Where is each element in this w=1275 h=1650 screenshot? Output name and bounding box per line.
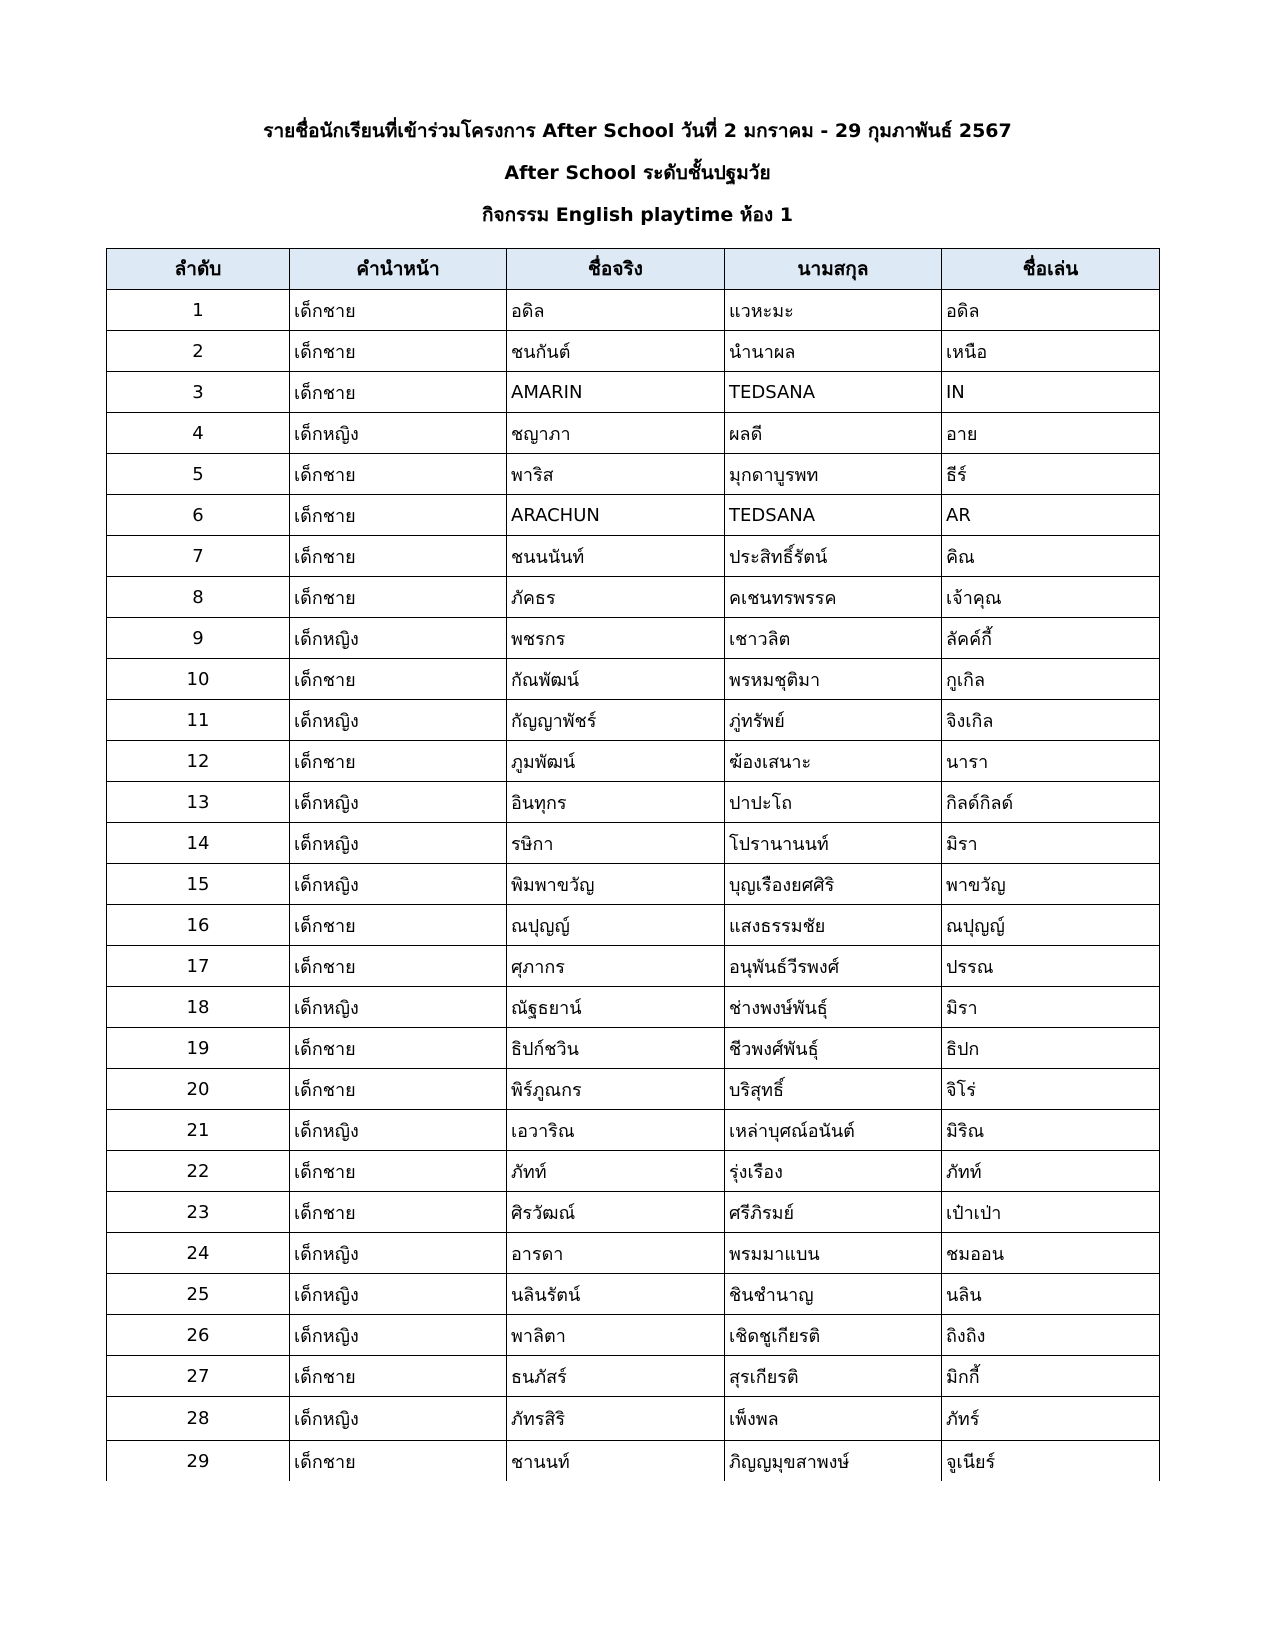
cell-order: 25 <box>107 1274 290 1315</box>
cell-prefix: เด็กหญิง <box>290 618 507 659</box>
cell-last-name: ปาปะโถ <box>725 782 942 823</box>
cell-last-name: นำนาผล <box>725 331 942 372</box>
table-row <box>107 864 1160 905</box>
cell-prefix: เด็กชาย <box>290 1192 507 1233</box>
cell-first-name: ชนนนันท์ <box>507 536 725 577</box>
cell-last-name: ชีวพงศ์พันธุ์ <box>725 1028 942 1069</box>
cell-first-name: ศิรวัฒณ์ <box>507 1192 725 1233</box>
cell-prefix: เด็กหญิง <box>290 987 507 1028</box>
cell-prefix: เด็กชาย <box>290 946 507 987</box>
table-row <box>107 1028 1160 1069</box>
table-row <box>107 618 1160 659</box>
cell-order: 23 <box>107 1192 290 1233</box>
cell-last-name: โปรานานนท์ <box>725 823 942 864</box>
cell-order: 7 <box>107 536 290 577</box>
cell-order: 24 <box>107 1233 290 1274</box>
cell-first-name: รษิกา <box>507 823 725 864</box>
cell-last-name: ภิญญมุขสาพงษ์ <box>725 1441 942 1482</box>
cell-first-name: ภูมพัฒน์ <box>507 741 725 782</box>
cell-first-name: พาริส <box>507 454 725 495</box>
cell-nickname: ธิปก <box>942 1028 1160 1069</box>
cell-nickname: เหนือ <box>942 331 1160 372</box>
cell-order: 17 <box>107 946 290 987</box>
cell-nickname: นารา <box>942 741 1160 782</box>
table-row <box>107 331 1160 372</box>
cell-nickname: เจ้าคุณ <box>942 577 1160 618</box>
cell-first-name: AMARIN <box>507 372 725 413</box>
cell-prefix: เด็กชาย <box>290 331 507 372</box>
cell-nickname: ปรรณ <box>942 946 1160 987</box>
cell-nickname: AR <box>942 495 1160 536</box>
cell-first-name: นลินรัตน์ <box>507 1274 725 1315</box>
cell-last-name: แวหะมะ <box>725 290 942 331</box>
cell-nickname: IN <box>942 372 1160 413</box>
cell-order: 14 <box>107 823 290 864</box>
table-row <box>107 782 1160 823</box>
table-row <box>107 372 1160 413</box>
cell-nickname: มิกกี้ <box>942 1356 1160 1397</box>
cell-last-name: ภู่ทรัพย์ <box>725 700 942 741</box>
table-row <box>107 1441 1160 1482</box>
cell-order: 19 <box>107 1028 290 1069</box>
cell-prefix: เด็กหญิง <box>290 1315 507 1356</box>
column-header-last-name: นามสกุล <box>725 249 942 290</box>
table-row <box>107 1110 1160 1151</box>
cell-prefix: เด็กหญิง <box>290 413 507 454</box>
cell-prefix: เด็กชาย <box>290 1151 507 1192</box>
cell-order: 20 <box>107 1069 290 1110</box>
cell-last-name: รุ่งเรือง <box>725 1151 942 1192</box>
cell-prefix: เด็กชาย <box>290 741 507 782</box>
table-row <box>107 1233 1160 1274</box>
table-row <box>107 905 1160 946</box>
student-table <box>106 248 1160 1481</box>
cell-nickname: จูเนียร์ <box>942 1441 1160 1482</box>
cell-prefix: เด็กชาย <box>290 577 507 618</box>
cell-nickname: ถิงถิง <box>942 1315 1160 1356</box>
document-titles <box>0 118 1275 238</box>
cell-first-name: ARACHUN <box>507 495 725 536</box>
cell-prefix: เด็กชาย <box>290 905 507 946</box>
document-subtitle-activity: กิจกรรม English playtime ห้อง 1 <box>482 204 793 226</box>
cell-last-name: เชิดชูเกียรติ <box>725 1315 942 1356</box>
cell-prefix: เด็กหญิง <box>290 1274 507 1315</box>
cell-last-name: TEDSANA <box>725 372 942 413</box>
cell-nickname: ชมออน <box>942 1233 1160 1274</box>
cell-prefix: เด็กหญิง <box>290 823 507 864</box>
table-row <box>107 1315 1160 1356</box>
cell-nickname: ธีร์ <box>942 454 1160 495</box>
cell-order: 5 <box>107 454 290 495</box>
table-row <box>107 1151 1160 1192</box>
table-row <box>107 823 1160 864</box>
table-row <box>107 577 1160 618</box>
cell-first-name: ณปุญญ์ <box>507 905 725 946</box>
cell-last-name: TEDSANA <box>725 495 942 536</box>
cell-last-name: แสงธรรมชัย <box>725 905 942 946</box>
cell-prefix: เด็กหญิง <box>290 1233 507 1274</box>
cell-last-name: บุญเรืองยศศิริ <box>725 864 942 905</box>
cell-prefix: เด็กชาย <box>290 1028 507 1069</box>
cell-first-name: ชานนท์ <box>507 1441 725 1482</box>
table-row <box>107 1356 1160 1397</box>
cell-last-name: เพ็งพล <box>725 1397 942 1441</box>
cell-last-name: พรมมาแบน <box>725 1233 942 1274</box>
cell-nickname: เป๋าเป่า <box>942 1192 1160 1233</box>
cell-first-name: ภัทรสิริ <box>507 1397 725 1441</box>
cell-last-name: ผลดี <box>725 413 942 454</box>
cell-prefix: เด็กชาย <box>290 290 507 331</box>
cell-prefix: เด็กชาย <box>290 1441 507 1482</box>
cell-order: 9 <box>107 618 290 659</box>
cell-prefix: เด็กชาย <box>290 495 507 536</box>
cell-nickname: นลิน <box>942 1274 1160 1315</box>
cell-first-name: ชนกันต์ <box>507 331 725 372</box>
cell-order: 27 <box>107 1356 290 1397</box>
cell-nickname: จิโร่ <box>942 1069 1160 1110</box>
cell-nickname: อดิล <box>942 290 1160 331</box>
cell-prefix: เด็กหญิง <box>290 700 507 741</box>
cell-order: 11 <box>107 700 290 741</box>
cell-prefix: เด็กชาย <box>290 1069 507 1110</box>
cell-last-name: อนุพันธ์วีรพงศ์ <box>725 946 942 987</box>
cell-first-name: พิร์ภูณกร <box>507 1069 725 1110</box>
cell-first-name: ภัทท์ <box>507 1151 725 1192</box>
table-header-row <box>107 249 1160 290</box>
cell-last-name: บริสุทธิ์ <box>725 1069 942 1110</box>
cell-first-name: อดิล <box>507 290 725 331</box>
cell-prefix: เด็กชาย <box>290 659 507 700</box>
cell-prefix: เด็กชาย <box>290 372 507 413</box>
cell-nickname: ณปุญญ์ <box>942 905 1160 946</box>
cell-first-name: พิมพาขวัญ <box>507 864 725 905</box>
cell-order: 8 <box>107 577 290 618</box>
cell-order: 12 <box>107 741 290 782</box>
cell-last-name: ศรีภิรมย์ <box>725 1192 942 1233</box>
cell-first-name: กัญญาพัชร์ <box>507 700 725 741</box>
cell-nickname: มิริณ <box>942 1110 1160 1151</box>
cell-nickname: ลัคค์กี้ <box>942 618 1160 659</box>
cell-order: 29 <box>107 1441 290 1482</box>
cell-nickname: กูเกิล <box>942 659 1160 700</box>
cell-nickname: มิรา <box>942 987 1160 1028</box>
column-header-order: ลำดับ <box>107 249 290 290</box>
cell-prefix: เด็กหญิง <box>290 1397 507 1441</box>
cell-nickname: มิรา <box>942 823 1160 864</box>
table-row <box>107 413 1160 454</box>
cell-first-name: กัณพัฒน์ <box>507 659 725 700</box>
table-row <box>107 290 1160 331</box>
cell-order: 2 <box>107 331 290 372</box>
cell-first-name: ชญาภา <box>507 413 725 454</box>
cell-nickname: ภัทท์ <box>942 1151 1160 1192</box>
cell-first-name: ธนภัสร์ <box>507 1356 725 1397</box>
table-body <box>107 290 1160 1482</box>
cell-order: 16 <box>107 905 290 946</box>
cell-last-name: ประสิทธิ์รัตน์ <box>725 536 942 577</box>
cell-last-name: ฆ้องเสนาะ <box>725 741 942 782</box>
cell-prefix: เด็กชาย <box>290 536 507 577</box>
cell-nickname: คิณ <box>942 536 1160 577</box>
table-row <box>107 1274 1160 1315</box>
column-header-prefix: คำนำหน้า <box>290 249 507 290</box>
table-row <box>107 741 1160 782</box>
cell-order: 18 <box>107 987 290 1028</box>
cell-order: 10 <box>107 659 290 700</box>
cell-nickname: จิงเกิล <box>942 700 1160 741</box>
table-row <box>107 659 1160 700</box>
cell-last-name: สุรเกียรติ <box>725 1356 942 1397</box>
cell-last-name: ชินชำนาญ <box>725 1274 942 1315</box>
cell-nickname: พาขวัญ <box>942 864 1160 905</box>
cell-order: 4 <box>107 413 290 454</box>
cell-nickname: อาย <box>942 413 1160 454</box>
cell-last-name: เหล่าบุศณ์อนันต์ <box>725 1110 942 1151</box>
cell-prefix: เด็กหญิง <box>290 864 507 905</box>
cell-order: 21 <box>107 1110 290 1151</box>
cell-order: 15 <box>107 864 290 905</box>
cell-prefix: เด็กหญิง <box>290 782 507 823</box>
cell-order: 28 <box>107 1397 290 1441</box>
cell-first-name: พาลิตา <box>507 1315 725 1356</box>
table-row <box>107 536 1160 577</box>
cell-first-name: อินทุกร <box>507 782 725 823</box>
table-row <box>107 1192 1160 1233</box>
column-header-nickname: ชื่อเล่น <box>942 249 1160 290</box>
cell-first-name: อารดา <box>507 1233 725 1274</box>
table-row <box>107 1397 1160 1441</box>
cell-last-name: คเชนทรพรรค <box>725 577 942 618</box>
cell-last-name: ช่างพงษ์พันธุ์ <box>725 987 942 1028</box>
cell-first-name: ศุภากร <box>507 946 725 987</box>
cell-nickname: กิลด์กิลด์ <box>942 782 1160 823</box>
cell-prefix: เด็กชาย <box>290 1356 507 1397</box>
cell-order: 1 <box>107 290 290 331</box>
document-subtitle-level: After School ระดับชั้นปฐมวัย <box>504 162 771 184</box>
cell-order: 26 <box>107 1315 290 1356</box>
table-row <box>107 495 1160 536</box>
cell-order: 13 <box>107 782 290 823</box>
cell-first-name: ณัฐธยาน์ <box>507 987 725 1028</box>
cell-last-name: เชาวลิต <box>725 618 942 659</box>
cell-nickname: ภัทร์ <box>942 1397 1160 1441</box>
table-row <box>107 1069 1160 1110</box>
cell-first-name: ภัคธร <box>507 577 725 618</box>
table-row <box>107 987 1160 1028</box>
cell-prefix: เด็กหญิง <box>290 1110 507 1151</box>
cell-order: 3 <box>107 372 290 413</box>
cell-last-name: พรหมชุติมา <box>725 659 942 700</box>
table-row <box>107 700 1160 741</box>
cell-last-name: มุกดาบูรพท <box>725 454 942 495</box>
cell-first-name: เอวาริณ <box>507 1110 725 1151</box>
table-row <box>107 946 1160 987</box>
document-title: รายชื่อนักเรียนที่เข้าร่วมโครงการ After School วันที่ 2 มกราคม - 29 กุมภาพันธ์ 2567 <box>263 120 1012 142</box>
cell-prefix: เด็กชาย <box>290 454 507 495</box>
column-header-first-name: ชื่อจริง <box>507 249 725 290</box>
cell-order: 22 <box>107 1151 290 1192</box>
cell-order: 6 <box>107 495 290 536</box>
cell-first-name: ธิปก์ชวิน <box>507 1028 725 1069</box>
table-row <box>107 454 1160 495</box>
cell-first-name: พชรกร <box>507 618 725 659</box>
